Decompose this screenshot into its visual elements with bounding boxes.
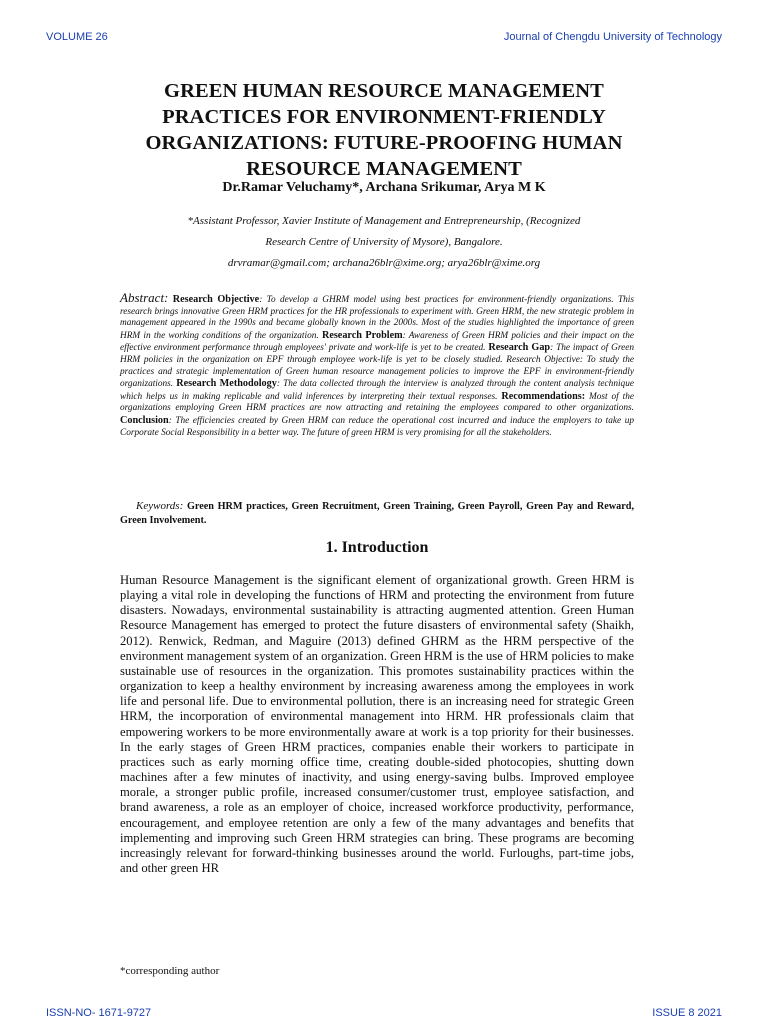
author-emails: drvramar@gmail.com; archana26blr@xime.org; arya26blr@xime.org (227, 257, 541, 269)
body-paragraph: Human Resource Management is the significant element of organizational growth. Green HRM is playing a vital role in developing the functions of HRM and protecting the environment from future disasters. Nowadays, environmental sustainability is attracting augmented attention. Green Human Resource Management has emerged to protect the future disasters of environmental safety (Shaikh, 2012). Renwick, Redman, and Maguire (2013) defined GHRM as the HRM perspective of the environment management system of an organization. Green HRM is the use of HRM policies to make sustainable use of resources in the organization. This promotes sustainability practices within the organization to keep a healthy environment by increasing awareness among the employees in work life and personal life. Due to environmental pollution, there is an increasing need for strategic Green HRM, the incorporation of environmental management into HRM. HR professionals claim that empowering workers to be more environmentally aware at work is a top priority for their businesses. In the early stages of Green HRM practices, companies enable their workers to participate in practices such as early morning office time, creating double-sided photocopies, shutting down machines after a few minutes of inactivity, and using energy-saving bulbs. Improved employee morale, a stronger public profile, increased consumer/customer trust, employee satisfaction, and brand awareness, a role as an employer of choice, increased workforce productivity, performance, encouragement, and employee retention are only a few of the many advantages and benefits that implementing and improving such Green HRM strategies can bring. These programs are becoming increasingly relevant for forward-thinking businesses around the world. Furloughs, part-time jobs, and other green HR (120, 573, 634, 875)
title-line: ORGANIZATIONS: FUTURE-PROOFING HUMAN (145, 132, 623, 154)
abstract-problem-label: Research Problem (321, 329, 403, 341)
abstract-gap-text: : The impact of Green HRM policies in the organization on EPF through employee work-life is yet to be closely studied. Research Objective: To study the practices and strategic implementation of Green human resource management policies to improve the EPF in environment-friendly organizations. (120, 343, 635, 390)
abstract (120, 292, 634, 439)
title-line: RESOURCE MANAGEMENT (246, 158, 522, 180)
footer-issue: ISSUE 8 2021 (652, 1007, 722, 1019)
title-line: PRACTICES FOR ENVIRONMENT-FRIENDLY (162, 106, 606, 128)
keywords-label: Keywords: (136, 500, 184, 512)
affiliation (140, 211, 628, 274)
affiliation-line: *Assistant Professor, Xavier Institute of Management and Entrepreneurship, (Recognized (187, 215, 581, 227)
abstract-label: Abstract: (120, 290, 169, 305)
title-line: GREEN HUMAN RESOURCE MANAGEMENT (164, 80, 604, 102)
abstract-recommendations-text: Most of the organizations employing Green HRM practices are now attracting and retaining the employees compared to other organizations. (120, 391, 635, 414)
abstract-conclusion-label: Conclusion (120, 414, 169, 426)
footnote: *corresponding author (120, 965, 220, 977)
footer-issn: ISSN-NO- 1671-9727 (46, 1007, 152, 1019)
abstract-recommendations-label: Recommendations: (501, 390, 586, 402)
author-list: Dr.Ramar Veluchamy*, Archana Srikumar, Arya M K (222, 180, 546, 195)
keywords (120, 499, 634, 528)
abstract-methodology-text: : The data collected through the interview is analyzed through the content analysis technique which helps us in making replicable and valid inferences by interpreting their textual responses. (120, 379, 634, 402)
section-heading: 1. Introduction (325, 539, 429, 556)
running-head-journal: Journal of Chengdu University of Technology (503, 31, 722, 43)
affiliation-line: Research Centre of University of Mysore), Bangalore. (265, 236, 503, 248)
paper-title (100, 78, 668, 182)
abstract-gap-label: Research Gap (488, 342, 551, 354)
abstract-problem-text: : Awareness of Green HRM policies and their impact on the effective environment performance through employees' private and work-life is yet to be created. (120, 330, 634, 354)
keywords-text: Green HRM practices, Green Recruitment, Green Training, Green Payroll, Green Pay and Reward, Green Involvement. (120, 501, 634, 526)
abstract-objective-text: : To develop a GHRM model using best practices for environment-friendly organizations. This research brings innovative Green HRM practices for the HR professionals to experiment with. Green HRM, the new strategic problem in management appeared in the 1990s and became globally known in the 2000s. Most of the studies highlighted the importance of green HRM in the working conditions of the organization. (120, 295, 634, 341)
running-head-volume: VOLUME 26 (46, 31, 108, 43)
abstract-objective-label: Research Objective (172, 294, 260, 305)
abstract-methodology-label: Research Methodology (176, 378, 277, 390)
abstract-conclusion-text: : The efficiencies created by Green HRM can reduce the operational cost incurred and induce the employers to take up Corporate Social Responsibility in a better way. The future of green HRM is very promising for all the stakeholders. (120, 415, 634, 438)
